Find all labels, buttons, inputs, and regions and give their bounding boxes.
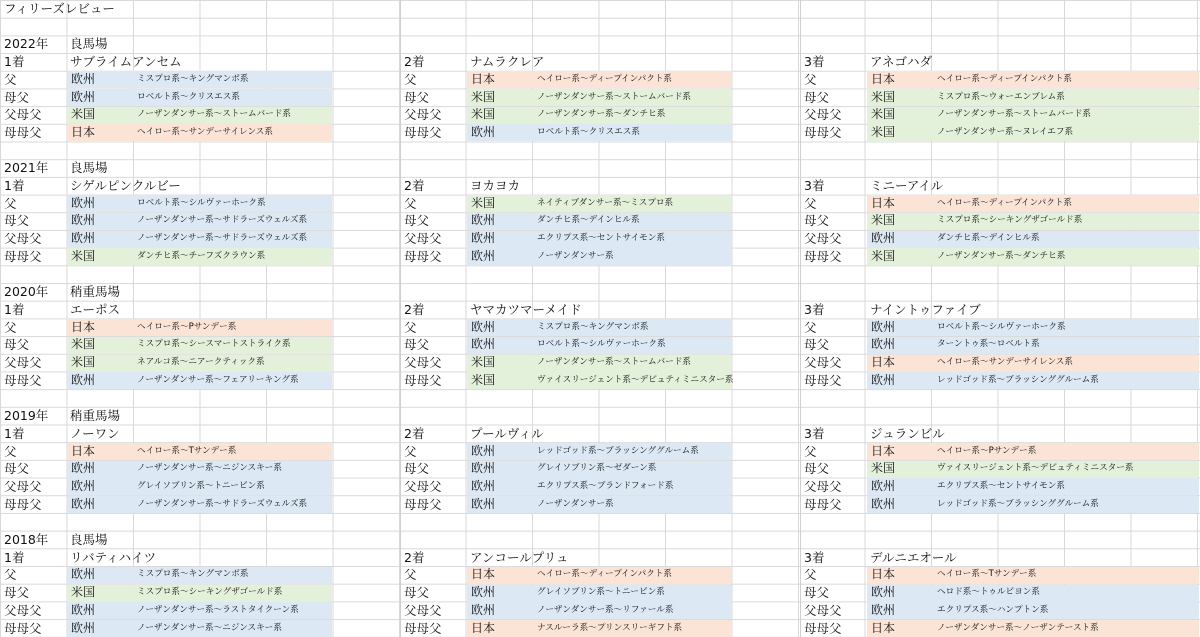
region-label: 欧州 <box>471 231 496 246</box>
region-label: 欧州 <box>71 71 96 86</box>
region-label: 欧州 <box>471 461 496 476</box>
region-label: 欧州 <box>71 620 96 635</box>
pedigree-role: 父 <box>804 195 817 211</box>
pedigree-role: 母母父 <box>404 372 442 388</box>
horse-name: リバティハイツ <box>70 549 157 565</box>
horse-name: ナイントゥファイブ <box>870 301 981 317</box>
sire-line: ノーザンダンサー系～サドラーズウェルズ系 <box>137 498 308 509</box>
sire-line: ヘイロー系～サンデーサイレンス系 <box>137 126 273 137</box>
sheet-title: フィリーズレビュー <box>4 1 115 16</box>
region-label: 欧州 <box>871 478 896 493</box>
pedigree-role: 父母父 <box>4 602 42 618</box>
year-label: 2019年 <box>4 408 49 424</box>
year-label: 2020年 <box>4 284 49 300</box>
sire-line: ダンチヒ系～デインヒル系 <box>537 215 640 226</box>
sire-line: レッドゴッド系～ブラッシンググルーム系 <box>937 374 1099 385</box>
track-condition: 良馬場 <box>70 160 108 176</box>
pedigree-role: 父 <box>404 443 417 459</box>
pedigree-role: 母父 <box>804 585 830 601</box>
sire-line: ターントゥ系～ロベルト系 <box>937 339 1040 350</box>
region-label: 米国 <box>471 89 496 104</box>
region-label: 欧州 <box>71 213 96 228</box>
sire-line: グレイソブリン系～ゼダーン系 <box>537 463 657 474</box>
sire-line: ダンチヒ系～チーフズクラウン系 <box>137 250 266 261</box>
region-label: 日本 <box>871 71 896 86</box>
region-label: 欧州 <box>71 461 96 476</box>
pedigree-role: 父 <box>404 195 417 211</box>
sire-line: ミスプロ系～ウォーエンブレム系 <box>937 91 1065 102</box>
region-label: 欧州 <box>471 478 496 493</box>
pedigree-role: 父 <box>4 567 17 583</box>
region-label: 欧州 <box>71 195 96 210</box>
pedigree-role: 父母父 <box>404 231 442 247</box>
placing-label: 3着 <box>804 549 825 565</box>
sire-line: ヘイロー系～ディープインパクト系 <box>537 73 673 84</box>
region-label: 米国 <box>871 213 896 228</box>
pedigree-role: 父 <box>4 443 17 459</box>
pedigree-role: 父母父 <box>4 231 42 247</box>
pedigree-role: 母母父 <box>4 124 42 140</box>
pedigree-role: 父母父 <box>804 355 842 370</box>
placing-label: 1着 <box>4 54 25 70</box>
year-label: 2022年 <box>4 36 49 52</box>
pedigree-role: 母父 <box>404 585 430 601</box>
pedigree-role: 母母父 <box>4 248 42 264</box>
pedigree-role: 父 <box>804 443 817 459</box>
track-condition: 良馬場 <box>70 532 108 547</box>
pedigree-role: 母父 <box>4 585 30 601</box>
sire-line: ミスプロ系～シーキングザゴールド系 <box>937 215 1083 226</box>
placing-label: 2着 <box>404 178 425 193</box>
pedigree-role: 母母父 <box>404 496 442 512</box>
region-label: 欧州 <box>471 124 496 139</box>
placing-label: 1着 <box>4 178 25 193</box>
pedigree-role: 母母父 <box>804 496 842 512</box>
horse-name: プールヴィル <box>470 425 544 441</box>
track-condition: 稍重馬場 <box>70 284 121 300</box>
sire-line: ノーザンダンサー系～ニジンスキー系 <box>137 463 282 474</box>
track-condition: 稍重馬場 <box>70 408 121 424</box>
sire-line: ノーザンダンサー系～ダンチヒ系 <box>937 250 1066 261</box>
pedigree-role: 母父 <box>404 337 430 353</box>
horse-name: デルニエオール <box>870 549 957 565</box>
region-label: 欧州 <box>471 602 496 617</box>
sire-line: ヘイロー系～ディープインパクト系 <box>937 73 1073 84</box>
sire-line: ミスプロ系～キングマンボ系 <box>137 569 249 580</box>
sire-line: ヘイロー系～サンデーサイレンス系 <box>937 357 1073 367</box>
region-label: 欧州 <box>871 372 896 387</box>
sire-line: ミスプロ系～キングマンボ系 <box>537 321 649 332</box>
sire-line: ノーザンダンサー系～ストームバード系 <box>137 109 292 120</box>
region-label: 欧州 <box>71 567 96 582</box>
sire-line: ミスプロ系～キングマンボ系 <box>137 73 249 84</box>
sire-line: レッドゴッド系～ブラッシンググルーム系 <box>937 498 1099 509</box>
pedigree-role: 父母父 <box>804 602 842 618</box>
region-label: 欧州 <box>71 89 96 104</box>
horse-name: ノーワン <box>70 425 120 441</box>
pedigree-role: 母母父 <box>4 620 42 636</box>
sire-line: ヘイロー系～ディープインパクト系 <box>537 569 673 580</box>
pedigree-role: 父 <box>4 319 17 335</box>
year-label: 2021年 <box>4 160 49 176</box>
region-label: 欧州 <box>871 602 896 617</box>
region-label: 米国 <box>871 461 896 476</box>
sire-line: ヴァイスリージェント系～デピュティミニスター系 <box>537 374 734 385</box>
region-label: 欧州 <box>471 496 496 511</box>
sire-line: ヘイロー系～Tサンデー系 <box>937 569 1037 580</box>
column-divider <box>800 0 801 637</box>
region-label: 日本 <box>871 620 896 635</box>
region-label: 米国 <box>871 248 896 263</box>
region-label: 欧州 <box>71 231 96 246</box>
horse-name: エーポス <box>70 301 121 317</box>
pedigree-role: 母父 <box>4 89 30 105</box>
placing-label: 1着 <box>4 425 25 441</box>
pedigree-role: 母母父 <box>404 248 442 264</box>
region-label: 米国 <box>871 107 896 122</box>
region-label: 欧州 <box>471 319 496 334</box>
horse-name: ジュランビル <box>870 425 945 441</box>
sire-line: ノーザンダンサー系～フェアリーキング系 <box>137 374 299 385</box>
sire-line: ダンチヒ系～デインヒル系 <box>937 233 1040 244</box>
region-label: 欧州 <box>871 496 896 511</box>
placing-label: 3着 <box>804 301 825 317</box>
placing-label: 2着 <box>404 301 425 317</box>
sire-line: ヘロド系～トゥルビヨン系 <box>937 587 1040 598</box>
pedigree-role: 母母父 <box>804 124 842 140</box>
pedigree-role: 父 <box>404 71 417 87</box>
pedigree-role: 父母父 <box>404 355 442 370</box>
year-label: 2018年 <box>4 532 49 547</box>
sire-line: ロベルト系～シルヴァーホーク系 <box>137 197 266 208</box>
sire-line: グレイソブリン系～トニービン系 <box>537 587 665 598</box>
region-label: 米国 <box>71 107 96 122</box>
pedigree-role: 父 <box>404 319 417 335</box>
sire-line: ミスプロ系～シースマートストライク系 <box>137 339 291 350</box>
region-label: 欧州 <box>71 602 96 617</box>
sire-line: エクリプス系～ハンプトン系 <box>937 604 1049 615</box>
pedigree-role: 父 <box>804 71 817 87</box>
column-divider <box>400 0 401 637</box>
sire-line: ノーザンダンサー系～ラストタイクーン系 <box>137 604 299 615</box>
region-label: 日本 <box>871 567 896 582</box>
pedigree-role: 母母父 <box>404 124 442 140</box>
sire-line: ノーザンダンサー系 <box>537 250 614 261</box>
pedigree-role: 母母父 <box>4 372 42 388</box>
region-label: 欧州 <box>71 478 96 493</box>
sire-line: エクリプス系～ブランドフォード系 <box>537 480 674 491</box>
region-label: 欧州 <box>871 337 896 352</box>
region-label: 欧州 <box>71 372 96 387</box>
sire-line: ノーザンダンサー系～ストームバード系 <box>537 357 692 367</box>
pedigree-role: 父母父 <box>404 107 442 123</box>
region-label: 欧州 <box>471 337 496 352</box>
sire-line: ヘイロー系～Tサンデー系 <box>137 445 237 456</box>
pedigree-role: 父母父 <box>4 107 42 123</box>
region-label: 欧州 <box>471 213 496 228</box>
region-label: 欧州 <box>871 319 896 334</box>
pedigree-role: 母母父 <box>804 620 842 636</box>
pedigree-role: 母父 <box>4 337 30 353</box>
pedigree-role: 母母父 <box>404 620 442 636</box>
region-label: 欧州 <box>471 443 496 458</box>
region-label: 日本 <box>471 71 496 86</box>
sire-line: ロベルト系～シルヴァーホーク系 <box>537 339 666 350</box>
region-label: 米国 <box>71 355 96 369</box>
region-label: 日本 <box>871 355 896 369</box>
placing-label: 1着 <box>4 549 25 565</box>
sire-line: ノーザンダンサー系～ノーザンテースト系 <box>937 622 1099 633</box>
sire-line: ノーザンダンサー系～ダンチヒ系 <box>537 109 666 120</box>
horse-name: サブライムアンセム <box>70 54 182 70</box>
sire-line: ノーザンダンサー系～リファール系 <box>537 604 674 615</box>
region-label: 米国 <box>871 89 896 104</box>
horse-name: シゲルピンクルビー <box>70 178 181 193</box>
region-label: 欧州 <box>871 231 896 246</box>
region-label: 日本 <box>471 620 496 635</box>
horse-name: ヨカヨカ <box>470 178 521 193</box>
pedigree-role: 父母父 <box>804 478 842 494</box>
sire-line: エクリプス系～セントサイモン系 <box>937 480 1065 491</box>
horse-name: ナムラクレア <box>470 54 545 70</box>
sire-line: ノーザンダンサー系～ストームバード系 <box>937 109 1092 120</box>
pedigree-role: 母父 <box>804 213 830 229</box>
region-label: 日本 <box>871 195 896 210</box>
sire-line: ノーザンダンサー系～サドラーズウェルズ系 <box>137 233 308 244</box>
pedigree-role: 母父 <box>804 461 830 477</box>
region-label: 欧州 <box>871 585 896 600</box>
region-label: 欧州 <box>471 585 496 600</box>
pedigree-role: 父 <box>804 319 817 335</box>
sire-line: ネイティブダンサー系～ミスプロ系 <box>537 197 674 208</box>
sire-line: ミスプロ系～シーキングザゴールド系 <box>137 587 283 598</box>
sire-line: レッドゴッド系～ブラッシンググルーム系 <box>537 445 699 456</box>
sire-line: ヘイロー系～ディープインパクト系 <box>937 197 1073 208</box>
region-label: 欧州 <box>471 248 496 263</box>
placing-label: 2着 <box>404 425 425 441</box>
pedigree-role: 母父 <box>4 213 30 229</box>
region-label: 日本 <box>71 124 96 139</box>
sire-line: ノーザンダンサー系～ヌレイエフ系 <box>937 126 1074 137</box>
pedigree-role: 父 <box>4 195 17 211</box>
pedigree-role: 父 <box>804 567 817 583</box>
sire-line: ノーザンダンサー系～サドラーズウェルズ系 <box>137 215 308 226</box>
sire-line: ノーザンダンサー系～ストームバード系 <box>537 91 692 102</box>
pedigree-role: 父母父 <box>4 355 42 370</box>
horse-name: アネゴハダ <box>870 54 933 70</box>
pedigree-role: 父母父 <box>4 478 42 494</box>
sire-line: ロベルト系～クリスエス系 <box>537 126 640 137</box>
placing-label: 3着 <box>804 54 825 70</box>
placing-label: 2着 <box>404 54 425 70</box>
pedigree-role: 母父 <box>804 337 830 353</box>
region-label: 米国 <box>471 372 496 387</box>
pedigree-role: 父母父 <box>404 478 442 494</box>
placing-label: 3着 <box>804 425 825 441</box>
pedigree-role: 母母父 <box>804 248 842 264</box>
pedigree-role: 母父 <box>404 461 430 477</box>
sire-line: ナスルーラ系～プリンスリーギフト系 <box>537 622 683 633</box>
region-label: 米国 <box>471 355 496 369</box>
region-label: 米国 <box>71 585 96 600</box>
pedigree-role: 母父 <box>404 213 430 229</box>
pedigree-role: 母父 <box>404 89 430 105</box>
region-label: 日本 <box>71 319 96 334</box>
sire-line: ヘイロー系～Pサンデー系 <box>937 445 1037 456</box>
sire-line: グレイソブリン系～トニービン系 <box>137 480 265 491</box>
sire-line: ヘイロー系～Pサンデー系 <box>137 321 237 332</box>
horse-name: ヤマカツマーメイド <box>470 301 582 317</box>
placing-label: 3着 <box>804 178 825 193</box>
pedigree-role: 母母父 <box>804 372 842 388</box>
sire-line: ノーザンダンサー系～ニジンスキー系 <box>137 622 282 633</box>
pedigree-role: 母母父 <box>4 496 42 512</box>
pedigree-role: 母父 <box>4 461 30 477</box>
sire-line: ノーザンダンサー系 <box>537 498 614 509</box>
sire-line: ロベルト系～シルヴァーホーク系 <box>937 321 1066 332</box>
region-label: 米国 <box>71 337 96 352</box>
region-label: 米国 <box>871 124 896 139</box>
region-label: 米国 <box>471 195 496 210</box>
region-label: 米国 <box>471 107 496 122</box>
region-label: 日本 <box>71 443 96 458</box>
sire-line: ネアルコ系～ニアークティック系 <box>137 357 265 367</box>
sire-line: エクリプス系～セントサイモン系 <box>537 233 665 244</box>
sire-line: ロベルト系～クリスエス系 <box>137 91 240 102</box>
pedigree-role: 父 <box>404 567 417 583</box>
pedigree-role: 父母父 <box>804 231 842 247</box>
track-condition: 良馬場 <box>70 36 108 52</box>
horse-name: アンコールプリュ <box>470 549 569 565</box>
sire-line: ヴァイスリージェント系～デピュティミニスター系 <box>937 463 1134 474</box>
region-label: 日本 <box>871 443 896 458</box>
pedigree-role: 母父 <box>804 89 830 105</box>
region-label: 日本 <box>471 567 496 582</box>
placing-label: 1着 <box>4 301 25 317</box>
pedigree-role: 父 <box>4 71 17 87</box>
placing-label: 2着 <box>404 549 425 565</box>
region-label: 欧州 <box>71 496 96 511</box>
pedigree-role: 父母父 <box>404 602 442 618</box>
horse-name: ミニーアイル <box>870 178 944 193</box>
pedigree-role: 父母父 <box>804 107 842 123</box>
region-label: 米国 <box>71 248 96 263</box>
